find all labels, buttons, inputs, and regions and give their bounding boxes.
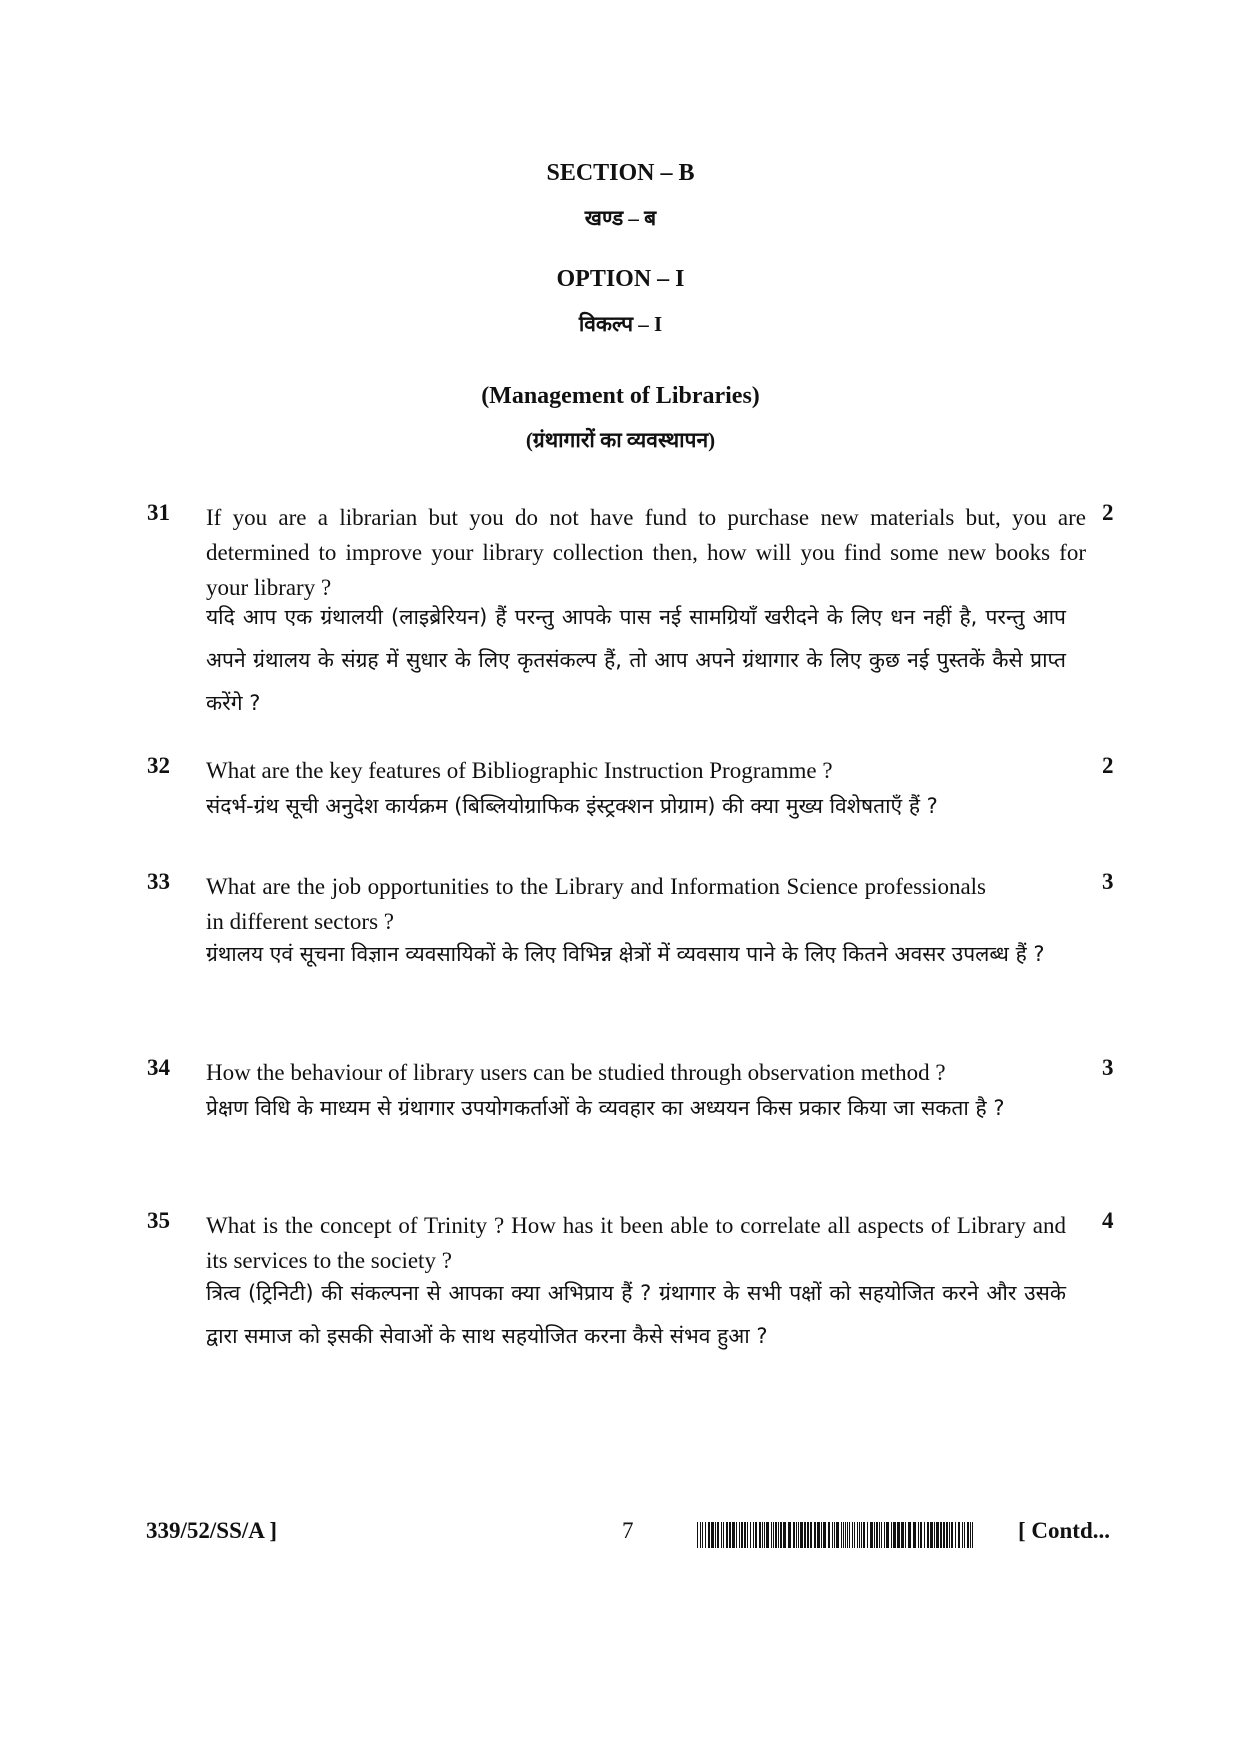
continued-label: [ Contd... (1018, 1518, 1111, 1543)
question-number: 32 (147, 753, 170, 778)
question-text-hindi: त्रित्व (ट्रिनिटी) की संकल्पना से आपका क्या अभिप्राय हैं ? ग्रंथागार के सभी पक्षों को सहयोजित करने और उसके द्वारा समाज को इसकी सेवाओं के साथ सहयोजित करना कैसे संभव हुआ ? (206, 1281, 1066, 1348)
barcode (697, 1522, 977, 1548)
page-footer (0, 1518, 1241, 1558)
question-text-hindi: संदर्भ-ग्रंथ सूची अनुदेश कार्यक्रम (बिब्लियोग्राफिक इंस्ट्रक्शन प्रोग्राम) की क्या मुख्य विशेषताएँ हैं ? (206, 794, 938, 818)
question-number: 31 (147, 500, 170, 525)
question-marks: 3 (1102, 869, 1114, 894)
option-title: OPTION – I (556, 266, 685, 292)
question-text-english: What is the concept of Trinity ? How has it been able to correlate all aspects of Library and its services to the society ? (206, 1213, 1066, 1273)
question-text-english: What are the key features of Bibliographic Instruction Programme ? (206, 758, 833, 783)
question-marks: 4 (1102, 1208, 1114, 1233)
question-text-hindi: ग्रंथालय एवं सूचना विज्ञान व्यवसायिकों के लिए विभिन्न क्षेत्रों में व्यवसाय पाने के लिए कितने अवसर उपलब्ध हैं ? (206, 942, 1045, 966)
question-text-english: If you are a librarian but you do not have fund to purchase new materials but, you are determined to improve your library collection then, how will you find some new books for your library ? (206, 505, 1086, 600)
question-marks: 2 (1102, 753, 1114, 778)
question-number: 34 (147, 1055, 170, 1080)
question-text-english: How the behaviour of library users can be studied through observation method ? (206, 1060, 946, 1085)
page-number: 7 (622, 1518, 634, 1543)
question-marks: 2 (1102, 500, 1114, 525)
question-text-english: What are the job opportunities to the Library and Information Science professionals in different sectors ? (206, 874, 986, 934)
section-title-hindi: खण्ड – ब (584, 206, 657, 230)
topic-title: (Management of Libraries) (481, 383, 760, 409)
section-title: SECTION – B (546, 160, 695, 186)
option-title-hindi: विकल्प – I (578, 312, 663, 336)
question-marks: 3 (1102, 1055, 1114, 1080)
topic-title-hindi: (ग्रंथागारों का व्यवस्थापन) (525, 428, 716, 452)
question-number: 35 (147, 1208, 170, 1233)
paper-code: 339/52/SS/A ] (146, 1518, 278, 1543)
question-text-hindi: यदि आप एक ग्रंथालयी (लाइब्रेरियन) हैं परन्तु आपके पास नई सामग्रियाँ खरीदने के लिए धन नहीं है, परन्तु आप अपने ग्रंथालय के संग्रह में सुधार के लिए कृतसंकल्प हैं, तो आप अपने ग्रंथागार के लिए कुछ नई पुस्तकें कैसे प्राप्त करेंगे ? (206, 605, 1066, 715)
question-text-hindi: प्रेक्षण विधि के माध्यम से ग्रंथागार उपयोगकर्ताओं के व्यवहार का अध्ययन किस प्रकार किया जा सकता है ? (206, 1096, 1005, 1120)
question-number: 33 (147, 869, 170, 894)
